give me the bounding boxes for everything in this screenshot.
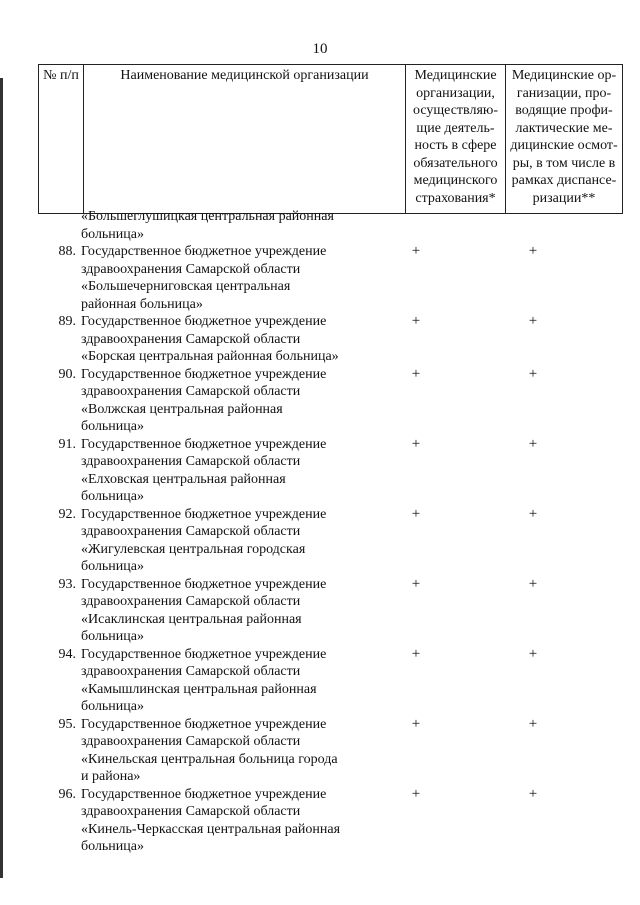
org-name-line: Государственное бюджетное учреждение [81, 786, 327, 802]
org-name-line: Государственное бюджетное учреждение [81, 506, 327, 522]
oms-mark: + [411, 645, 421, 662]
org-name-line: «Жигулевская центральная городская [81, 541, 306, 557]
oms-mark: + [411, 505, 421, 522]
oms-mark: + [411, 365, 421, 382]
org-name [76, 366, 361, 436]
prophylactic-mark: + [528, 243, 538, 259]
org-name-line: районная больница» [81, 296, 203, 312]
continuation-row [38, 208, 604, 243]
header-col-prophylactic: Медицинские ор-ганизации, про-водящие профи-лактические ме-дицинские осмот-ры, в том числе в рамках диспансе-ризации** [506, 65, 623, 214]
org-name-line: и района» [81, 769, 141, 784]
org-name-line: «Кинельская центральная больница города [81, 751, 338, 767]
org-name-line: Государственное бюджетное учреждение [81, 244, 327, 259]
oms-mark: + [411, 313, 421, 329]
table-body [38, 208, 604, 856]
org-name-line: Государственное бюджетное учреждение [81, 436, 327, 452]
oms-mark: + [411, 785, 421, 802]
org-name-line: здравоохранения Самарской области [81, 261, 301, 277]
org-name-line: больница» [81, 226, 144, 242]
org-name-line: больница» [81, 489, 144, 504]
org-name-line: «Волжская центральная районная [81, 401, 283, 417]
row-number: 95. [58, 716, 76, 732]
row-number: 92. [58, 506, 76, 522]
org-name-line: здравоохранения Самарской области [81, 384, 301, 399]
org-name-line: здравоохранения Самарской области [81, 524, 301, 539]
org-name-line: здравоохранения Самарской области [81, 734, 301, 749]
org-name [76, 313, 361, 366]
org-name-line: здравоохранения Самарской области [81, 664, 301, 679]
org-name [76, 208, 361, 243]
row-number: 88. [58, 244, 76, 259]
left-margin-bar [0, 78, 3, 878]
org-name [76, 716, 361, 786]
org-name-line: больница» [81, 559, 144, 574]
org-name-line: Государственное бюджетное учреждение [81, 314, 327, 329]
oms-mark: + [411, 243, 421, 259]
org-name [76, 506, 361, 576]
org-name-line: больница» [81, 699, 144, 714]
prophylactic-mark: + [528, 645, 538, 662]
row-number: 89. [58, 314, 76, 329]
prophylactic-mark: + [528, 365, 538, 382]
org-name-line: больница» [81, 839, 144, 854]
org-name-line: «Борская центральная районная больница» [81, 349, 339, 364]
table-row [38, 366, 604, 436]
oms-mark: + [411, 575, 421, 592]
prophylactic-mark: + [528, 785, 538, 802]
org-name-line: здравоохранения Самарской области [81, 804, 301, 819]
header-col-name: Наименование медицинской организации [84, 65, 406, 214]
prophylactic-mark: + [528, 575, 538, 592]
table-row [38, 313, 604, 366]
row-number: 96. [58, 786, 76, 802]
org-name-line: больница» [81, 419, 144, 434]
org-name-line: здравоохранения Самарской области [81, 454, 301, 469]
oms-mark: + [411, 715, 421, 732]
org-name-line: здравоохранения Самарской области [81, 594, 301, 609]
row-number: 90. [58, 366, 76, 382]
header-col-oms: Медицинские организации, осуществляю-щие деятель-ность в сфере обязательного медицинского страхования* [406, 65, 506, 214]
prophylactic-mark: + [528, 313, 538, 329]
org-name-line: «Кинель-Черкасская центральная районная [81, 821, 341, 837]
org-name-line: «Исаклинская центральная районная [81, 611, 302, 627]
org-name-line: больница» [81, 629, 144, 644]
page-number: 10 [312, 41, 328, 57]
org-name-line: здравоохранения Самарской области [81, 331, 301, 347]
table-row [38, 436, 604, 506]
org-name [76, 436, 361, 506]
table-row [38, 576, 604, 646]
prophylactic-mark: + [528, 715, 538, 732]
row-number: 93. [58, 576, 76, 592]
org-name-line: Государственное бюджетное учреждение [81, 646, 327, 662]
org-name-line: «Большечерниговская центральная [81, 279, 291, 294]
row-number [38, 208, 76, 243]
org-name-line: Государственное бюджетное учреждение [81, 716, 327, 732]
row-number: 94. [58, 646, 76, 662]
org-name [76, 576, 361, 646]
org-name-line: Государственное бюджетное учреждение [81, 576, 327, 592]
org-name-line: «Большеглушицкая центральная районная [81, 209, 334, 224]
prophylactic-mark: + [528, 505, 538, 522]
table-row [38, 716, 604, 786]
org-name [76, 646, 361, 716]
table-row [38, 506, 604, 576]
header-col-number: № п/п [39, 65, 84, 214]
org-name [76, 786, 361, 856]
org-name [76, 243, 361, 313]
org-name-line: «Елховская центральная районная [81, 471, 286, 487]
org-name-line: «Камышлинская центральная районная [81, 681, 317, 697]
table-header [38, 64, 623, 214]
oms-mark: + [411, 435, 421, 452]
table-row [38, 243, 604, 313]
table-row [38, 786, 604, 856]
table-row [38, 646, 604, 716]
row-number: 91. [58, 436, 76, 452]
prophylactic-mark: + [528, 435, 538, 452]
org-name-line: Государственное бюджетное учреждение [81, 366, 327, 382]
